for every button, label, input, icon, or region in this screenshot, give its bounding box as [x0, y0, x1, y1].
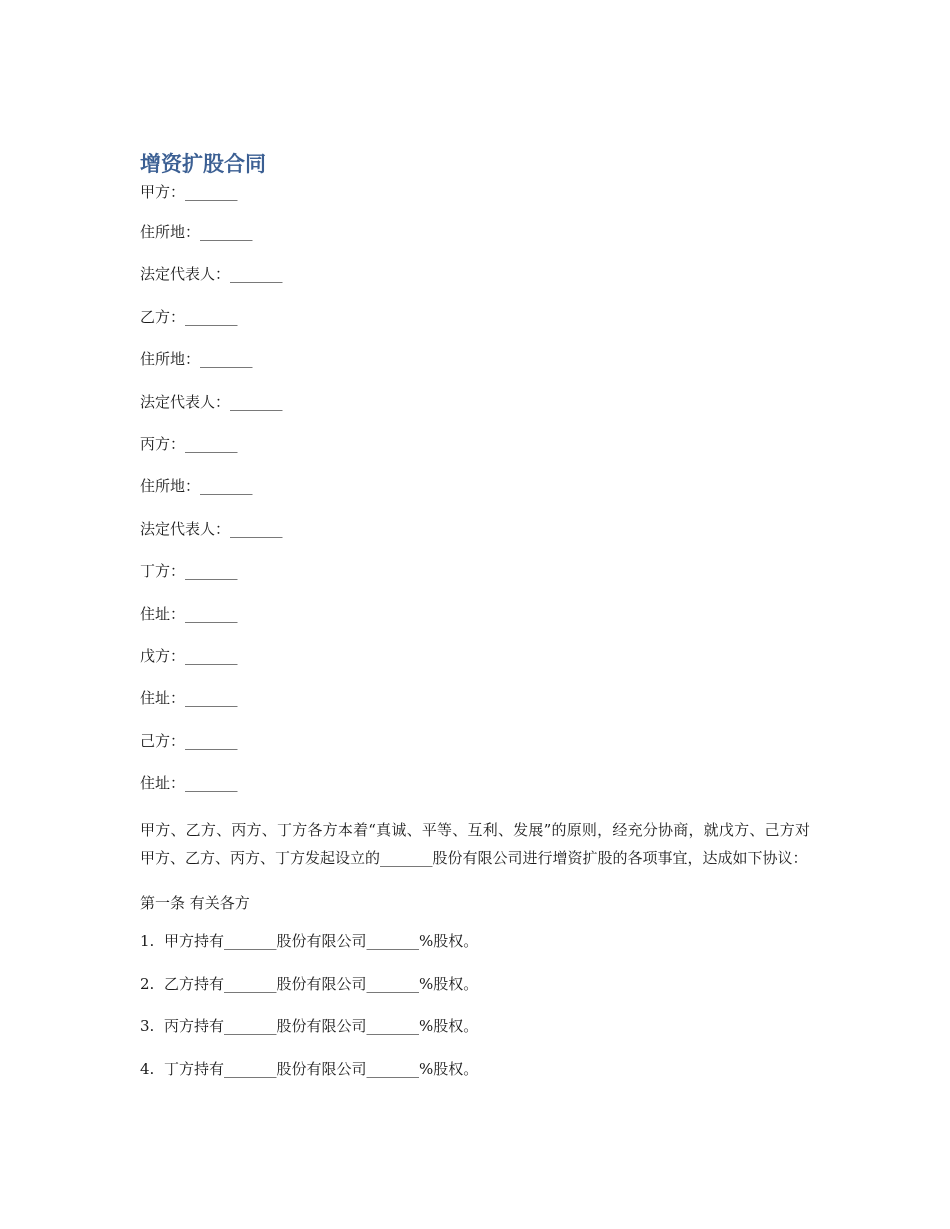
holding-number: 3.: [140, 1017, 155, 1036]
party-line: [140, 346, 820, 388]
party-blank: _______: [230, 392, 283, 411]
party-blank: _______: [200, 223, 253, 241]
document-page: [140, 146, 820, 1098]
party-line: [140, 179, 820, 219]
party-line: [140, 558, 820, 600]
party-label: 住址：: [140, 774, 186, 793]
party-blank: _______: [230, 519, 283, 538]
party-line: [140, 431, 820, 473]
party-label: 丙方：: [140, 434, 186, 453]
party-line: [140, 643, 820, 685]
holding-item: [140, 1056, 820, 1098]
holding-number: 1.: [140, 932, 155, 951]
holding-item: [140, 928, 820, 970]
holding-text: 甲方持有_______股份有限公司_______%股权。: [164, 932, 479, 951]
party-line: [140, 770, 820, 812]
party-label: 住址：: [140, 689, 186, 708]
party-label: 丁方：: [140, 562, 186, 581]
party-blank: _______: [230, 265, 283, 284]
party-line: [140, 516, 820, 558]
party-blank: _______: [200, 477, 253, 496]
party-blank: _______: [185, 562, 238, 581]
party-line: [140, 304, 820, 346]
party-label: 戊方：: [140, 646, 186, 665]
holding-text: 丁方持有_______股份有限公司_______%股权。: [164, 1059, 479, 1078]
party-label: 乙方：: [140, 307, 186, 326]
party-label: 法定代表人：: [140, 265, 231, 284]
party-line: [140, 601, 820, 643]
party-label: 住所地：: [140, 223, 201, 241]
holding-item: [140, 971, 820, 1013]
party-label: 法定代表人：: [140, 519, 231, 538]
party-line: [140, 219, 820, 261]
holding-text: 丙方持有_______股份有限公司_______%股权。: [164, 1017, 479, 1036]
party-label: 己方：: [140, 731, 186, 750]
party-label: 甲方：: [140, 183, 186, 201]
section-heading: 第一条 有关各方: [140, 894, 250, 913]
party-blank: _______: [185, 434, 238, 453]
party-blank: _______: [185, 646, 238, 665]
holding-number: 4.: [140, 1059, 155, 1078]
party-label: 住所地：: [140, 350, 201, 369]
party-label: 法定代表人：: [140, 392, 231, 411]
party-blank: _______: [185, 604, 238, 623]
party-blank: _______: [200, 350, 253, 369]
holding-text: 乙方持有_______股份有限公司_______%股权。: [164, 974, 479, 993]
holding-item: [140, 1013, 820, 1055]
party-line: [140, 728, 820, 770]
party-list: [140, 179, 820, 812]
party-line: [140, 473, 820, 515]
party-blank: _______: [185, 774, 238, 793]
party-line: [140, 261, 820, 303]
party-label: 住所地：: [140, 477, 201, 496]
document-title: 增资扩股合同: [140, 152, 266, 176]
holding-list: [140, 928, 820, 1098]
party-line: [140, 685, 820, 727]
party-blank: _______: [185, 307, 238, 326]
party-label: 住址：: [140, 604, 186, 623]
party-blank: _______: [185, 183, 238, 201]
party-blank: _______: [185, 731, 238, 750]
party-line: [140, 389, 820, 431]
party-blank: _______: [185, 689, 238, 708]
intro-paragraph: 甲方、乙方、丙方、丁方各方本着“真诚、平等、互利、发展”的原则，经充分协商，就戊方、己方对甲方、乙方、丙方、丁方发起设立的_______股份有限公司进行增资扩股的各项事宜，达成如下协议：: [140, 821, 810, 868]
holding-number: 2.: [140, 974, 155, 993]
